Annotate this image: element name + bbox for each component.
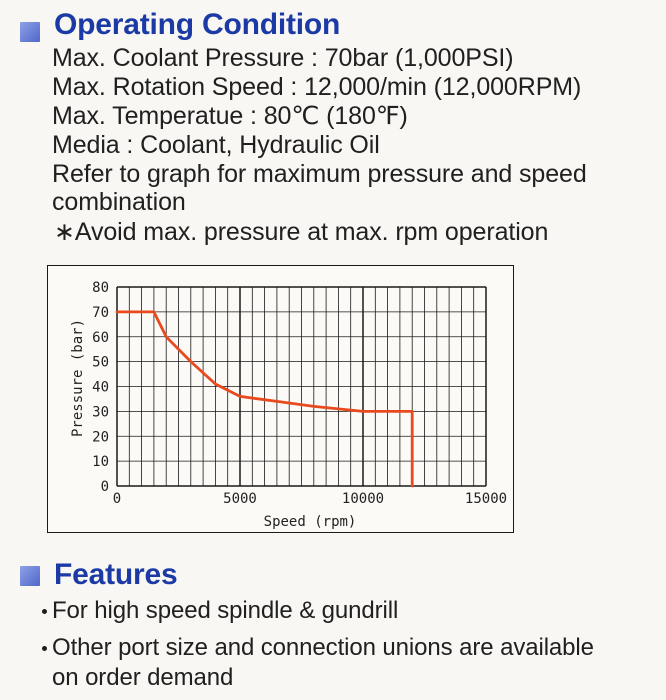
x-tick-label: 5000: [223, 491, 257, 507]
feature-item-continued: on order demand: [52, 664, 234, 691]
y-tick-label: 40: [92, 379, 109, 396]
y-tick-label: 50: [92, 354, 109, 371]
spec-combination: combination: [52, 188, 186, 216]
x-tick-label: 0: [112, 491, 122, 507]
chart-grid: [117, 287, 486, 486]
x-tick-label: 10000: [341, 491, 385, 507]
bullet-dot-icon: [42, 609, 47, 614]
spec-max-coolant-pressure: Max. Coolant Pressure : 70bar (1,000PSI): [52, 44, 514, 72]
feature-item: For high speed spindle & gundrill: [52, 597, 399, 624]
spec-max-temperature: Max. Temperatue : 80℃ (180℉): [52, 102, 408, 130]
avoid-max-note: ∗Avoid max. pressure at max. rpm operation: [54, 218, 549, 246]
features-title: Features: [54, 558, 178, 591]
spec-refer-graph: Refer to graph for maximum pressure and speed: [52, 160, 587, 188]
section-square-icon: [20, 22, 40, 42]
spec-max-rotation-speed: Max. Rotation Speed : 12,000/min (12,000RPM): [52, 73, 582, 101]
section-square-icon: [20, 566, 40, 586]
y-tick-label: 20: [92, 429, 109, 446]
pressure-speed-chart: [47, 265, 514, 533]
spec-media: Media : Coolant, Hydraulic Oil: [52, 131, 380, 159]
y-tick-label: 60: [92, 329, 109, 346]
y-tick-label: 70: [92, 304, 109, 321]
bullet-dot-icon: [42, 646, 47, 651]
y-axis-title: Pressure (bar): [70, 318, 86, 438]
operating-condition-title: Operating Condition: [54, 8, 341, 41]
y-tick-label: 0: [100, 479, 109, 495]
y-tick-label: 10: [92, 454, 109, 471]
y-tick-label: 80: [92, 280, 109, 296]
x-tick-label: 15000: [464, 491, 508, 507]
y-tick-label: 30: [92, 404, 109, 421]
feature-item: Other port size and connection unions are available: [52, 634, 594, 661]
x-axis-title: Speed (rpm): [263, 514, 357, 530]
chart-svg: [48, 266, 515, 534]
